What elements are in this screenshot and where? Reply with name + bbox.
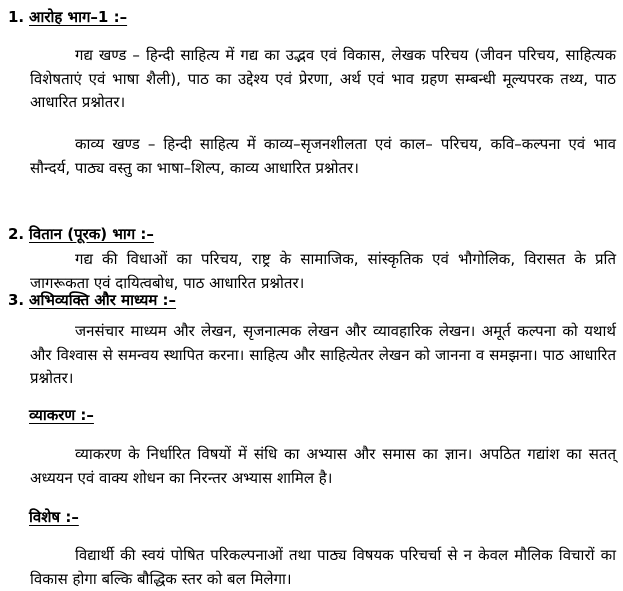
section-3-paragraph-1	[30, 320, 616, 391]
section-1-title: आरोह भाग–1 :–	[29, 8, 128, 26]
grammar-heading	[8, 405, 94, 425]
paragraph-text: व्याकरण के निर्धारित विषयों में संधि का अभ्यास और समास का ज्ञान। अपठित गद्यांश का सतत् अध्ययन एवं वाक्य शोधन का निरन्तर अभ्यास शामिल है।	[30, 445, 616, 487]
section-3-number: 3.	[8, 291, 25, 309]
paragraph-text: गद्य की विधाओं का परिचय, राष्ट्र के सामाजिक, सांस्कृतिक एवं भौगोलिक, विरासत के प्रति जागरूकता एवं दायित्वबोध, पाठ आधारित प्रश्नोतर।	[30, 250, 616, 292]
paragraph-text: जनसंचार माध्यम और लेखन, सृजनात्मक लेखन और व्यावहारिक लेखन। अमूर्त कल्पना को यथार्थ और विश्वास से समन्वय स्थापित करना। साहित्य और साहित्येतर लेखन को जानना व समझना। पाठ आधारित प्रश्नोतर।	[30, 322, 616, 387]
section-1-heading	[8, 7, 127, 27]
section-2-heading	[8, 224, 154, 244]
section-1-paragraph-2	[30, 133, 616, 180]
section-1-number: 1.	[8, 8, 25, 26]
section-1-paragraph-1	[30, 44, 616, 115]
section-2-number: 2.	[8, 225, 25, 243]
paragraph-text: गद्य खण्ड – हिन्दी साहित्य में गद्य का उद्भव एवं विकास, लेखक परिचय (जीवन परिचय, साहित्यक विशेषताएं एवं भाषा शैली), पाठ का उद्देश्य एवं प्रेरणा, अर्थ एवं भाव ग्रहण सम्बन्धी मूल्यपरक तथ्य, पाठ आधारित प्रश्नोतर।	[30, 46, 616, 111]
paragraph-text: काव्य खण्ड – हिन्दी साहित्य में काव्य–सृजनशीलता एवं काल– परिचय, कवि–कल्पना एवं भाव सौन्दर्य, पाठ्य वस्तु का भाषा–शिल्प, काव्य आधारित प्रश्नोतर।	[30, 135, 616, 177]
special-title: विशेष :–	[29, 508, 79, 526]
section-2-title: वितान (पूरक) भाग :–	[29, 225, 154, 243]
paragraph-text: विद्यार्थी की स्वयं पोषित परिकल्पनाओं तथा पाठ्य विषयक परिचर्चा से न केवल मौलिक विचारों का विकास होगा बल्कि बौद्धिक स्तर को बल मिलेगा।	[30, 546, 616, 588]
grammar-paragraph-1	[30, 443, 616, 490]
section-3-heading	[8, 290, 176, 310]
grammar-title: व्याकरण :–	[29, 406, 94, 424]
special-heading	[8, 507, 79, 527]
section-3-title: अभिव्यक्ति और माध्यम :–	[29, 291, 177, 309]
section-2-paragraph-1	[30, 248, 616, 295]
special-paragraph-1	[30, 544, 616, 591]
